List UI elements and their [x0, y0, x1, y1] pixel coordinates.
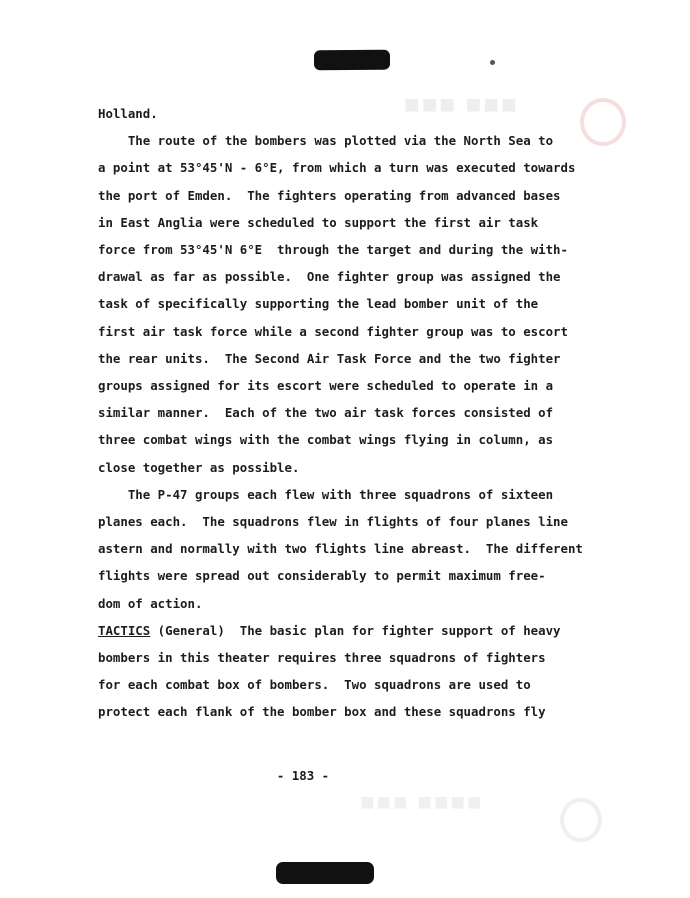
body-line: similar manner. Each of the two air task forces consisted of — [98, 405, 554, 421]
faded-stamp-circle-top — [580, 98, 626, 146]
body-line: flights were spread out considerably to permit maximum free- — [98, 568, 546, 584]
body-line: in East Anglia were scheduled to support the first air task — [98, 214, 539, 230]
tactics-heading: TACTICS — [98, 622, 151, 638]
body-line: astern and normally with two flights line abreast. The different — [98, 541, 583, 557]
body-line: the rear units. The Second Air Task Force and the two fighter — [98, 350, 561, 366]
document-body — [98, 100, 583, 726]
body-line: close together as possible. — [98, 459, 300, 475]
tactics-line-rest: (General) The basic plan for fighter support of heavy — [150, 622, 561, 638]
body-line: a point at 53°45'N - 6°E, from which a turn was executed towards — [98, 160, 576, 176]
body-line: for each combat box of bombers. Two squadrons are used to — [98, 677, 531, 693]
body-line: bombers in this theater requires three squadrons of fighters — [98, 650, 546, 666]
faded-stamp-circle-bottom — [560, 798, 602, 842]
body-line: task of specifically supporting the lead bomber unit of the — [98, 296, 539, 312]
faded-stamp-bottom: ■■■ ■■■■ — [360, 790, 484, 816]
body-line: three combat wings with the combat wings flying in column, as — [98, 432, 554, 448]
redaction-mark-bottom — [276, 862, 374, 884]
body-line: drawal as far as possible. One fighter group was assigned the — [98, 269, 561, 285]
body-line: Holland. — [98, 106, 158, 121]
body-line: The route of the bombers was plotted via the North Sea to — [98, 133, 554, 149]
body-line: the port of Emden. The fighters operating from advanced bases — [98, 187, 561, 203]
body-line: groups assigned for its escort were scheduled to operate in a — [98, 378, 554, 394]
ink-speck — [490, 60, 495, 65]
faded-stamp-top: ■■■ ■■■ — [404, 90, 519, 119]
tactics-line — [98, 617, 576, 644]
body-line: force from 53°45'N 6°E through the target and during the with- — [98, 242, 568, 258]
body-line: The P-47 groups each flew with three squadrons of sixteen — [98, 486, 554, 502]
body-line: planes each. The squadrons flew in flights of four planes line — [98, 514, 568, 530]
page-number: - 183 - — [276, 768, 330, 783]
redaction-mark-top — [314, 50, 390, 71]
body-line: protect each flank of the bomber box and these squadrons fly — [98, 704, 546, 720]
body-line: first air task force while a second fighter group was to escort — [98, 323, 568, 339]
body-line: dom of action. — [98, 595, 203, 611]
